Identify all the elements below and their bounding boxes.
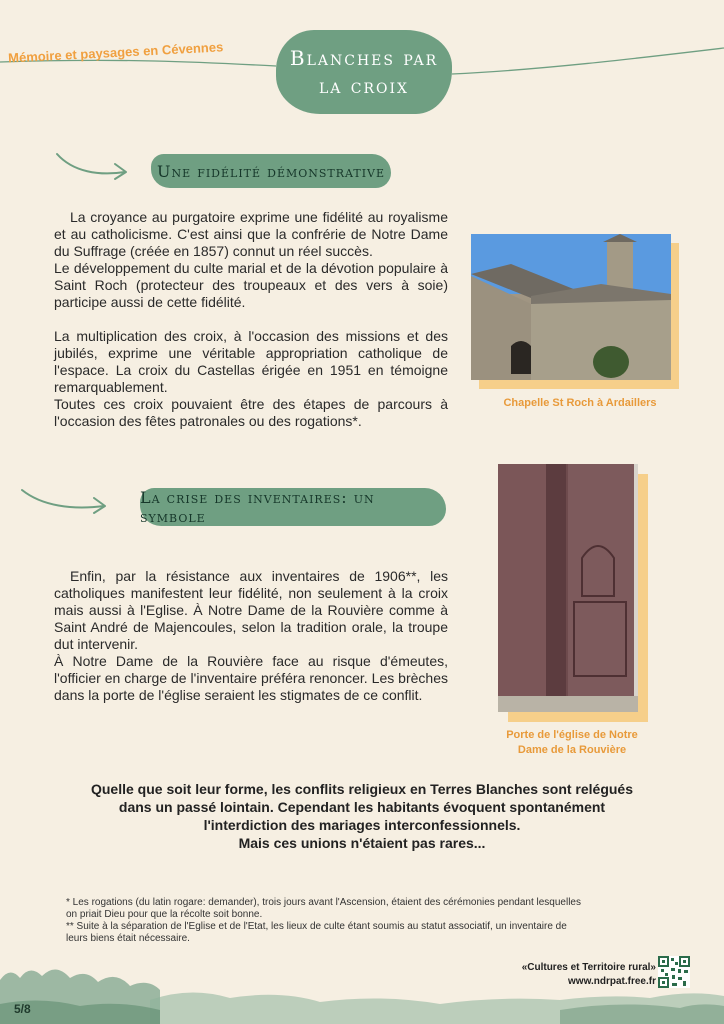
arrow-icon <box>20 484 112 520</box>
section1-body <box>54 209 448 430</box>
paragraph: Le développement du culte marial et de la dévotion populaire à Saint Roch (protecteur des troupeaux et des vers à soie) participe aussi de cette fidélité. <box>54 260 448 310</box>
photo-caption <box>492 728 652 758</box>
series-title: Mémoire et paysages en Cévennes <box>7 39 224 66</box>
photo-caption: Chapelle St Roch à Ardaillers <box>503 397 657 409</box>
church-door-photo <box>498 464 638 712</box>
footnotes <box>66 897 586 945</box>
footer-website-link[interactable]: www.ndrpat.free.fr <box>568 976 656 987</box>
section-heading-inventaires: La crise des inventaires: un symbole <box>140 488 446 526</box>
qr-code-icon[interactable] <box>658 956 690 988</box>
chapel-photo <box>471 234 671 380</box>
section-heading-fidelite: Une fidélité démonstrative <box>151 154 391 188</box>
chapel-illustration <box>471 234 671 380</box>
paragraph: À Notre Dame de la Rouvière face au risque d'émeutes, l'officier en charge de l'inventaire préféra renoncer. Les brèches dans la porte de l'église seraient les stigmates de ce conflit. <box>54 653 448 703</box>
conclusion-line: Mais ces unions n'étaient pas rares... <box>238 835 486 851</box>
footer-org-name: «Cultures et Territoire rural» <box>521 962 656 973</box>
conclusion <box>50 780 674 852</box>
door-illustration <box>498 464 638 712</box>
footnote-rogations: * Les rogations (du latin rogare: demander), trois jours avant l'Ascension, étaient des cérémonies pendant lesquelles on priait Dieu pour que la récolte soit bonne. <box>66 897 581 920</box>
paragraph: Toutes ces croix pouvaient être des étapes de parcours à l'occasion des fêtes patronales ou des rogations*. <box>54 396 448 429</box>
section2-body <box>54 568 448 704</box>
page-title-line-1: Blanches par <box>289 46 439 70</box>
conclusion-line: Quelle que soit leur forme, les conflits religieux en Terres Blanches sont relégués <box>90 781 634 797</box>
page-number: 5/8 <box>14 1002 31 1016</box>
paragraph: Enfin, par la résistance aux inventaires de 1906**, les catholiques manifestent leur fidélité, non seulement à la croix mais aussi à l'Eglise. À Notre Dame de la Rouvière comme à Saint André de Majencoules, selon la tradition orale, la troupe dut intervenir. <box>54 568 448 652</box>
paragraph: La multiplication des croix, à l'occasion des missions et des jubilés, exprime une véritable appropriation catholique de l'espace. La croix du Castellas érigée en 1951 en témoigne remarquablement. <box>54 328 448 395</box>
page-title <box>276 30 452 114</box>
arrow-icon <box>55 150 135 186</box>
conclusion-line: dans un passé lointain. Cependant les habitants évoquent spontanément <box>118 799 606 815</box>
conclusion-line: l'interdiction des mariages interconfessionnels. <box>203 817 521 833</box>
page-title-line-2: la croix <box>319 74 409 98</box>
paragraph: La croyance au purgatoire exprime une fidélité au royalisme et au catholicisme. C'est ainsi que la confrérie de Notre Dame du Suffrage (créée en 1857) connut un réel succès. <box>54 209 448 259</box>
footnote-inventaire: ** Suite à la séparation de l'Eglise et de l'Etat, les lieux de culte étant soumis au statut associatif, un inventaire de leurs biens était nécessaire. <box>66 921 567 944</box>
footer-organization <box>470 961 656 989</box>
photo-caption-line-1: Porte de l'église de Notre <box>506 729 638 741</box>
photo-caption-line-2: Dame de la Rouvière <box>517 744 627 756</box>
